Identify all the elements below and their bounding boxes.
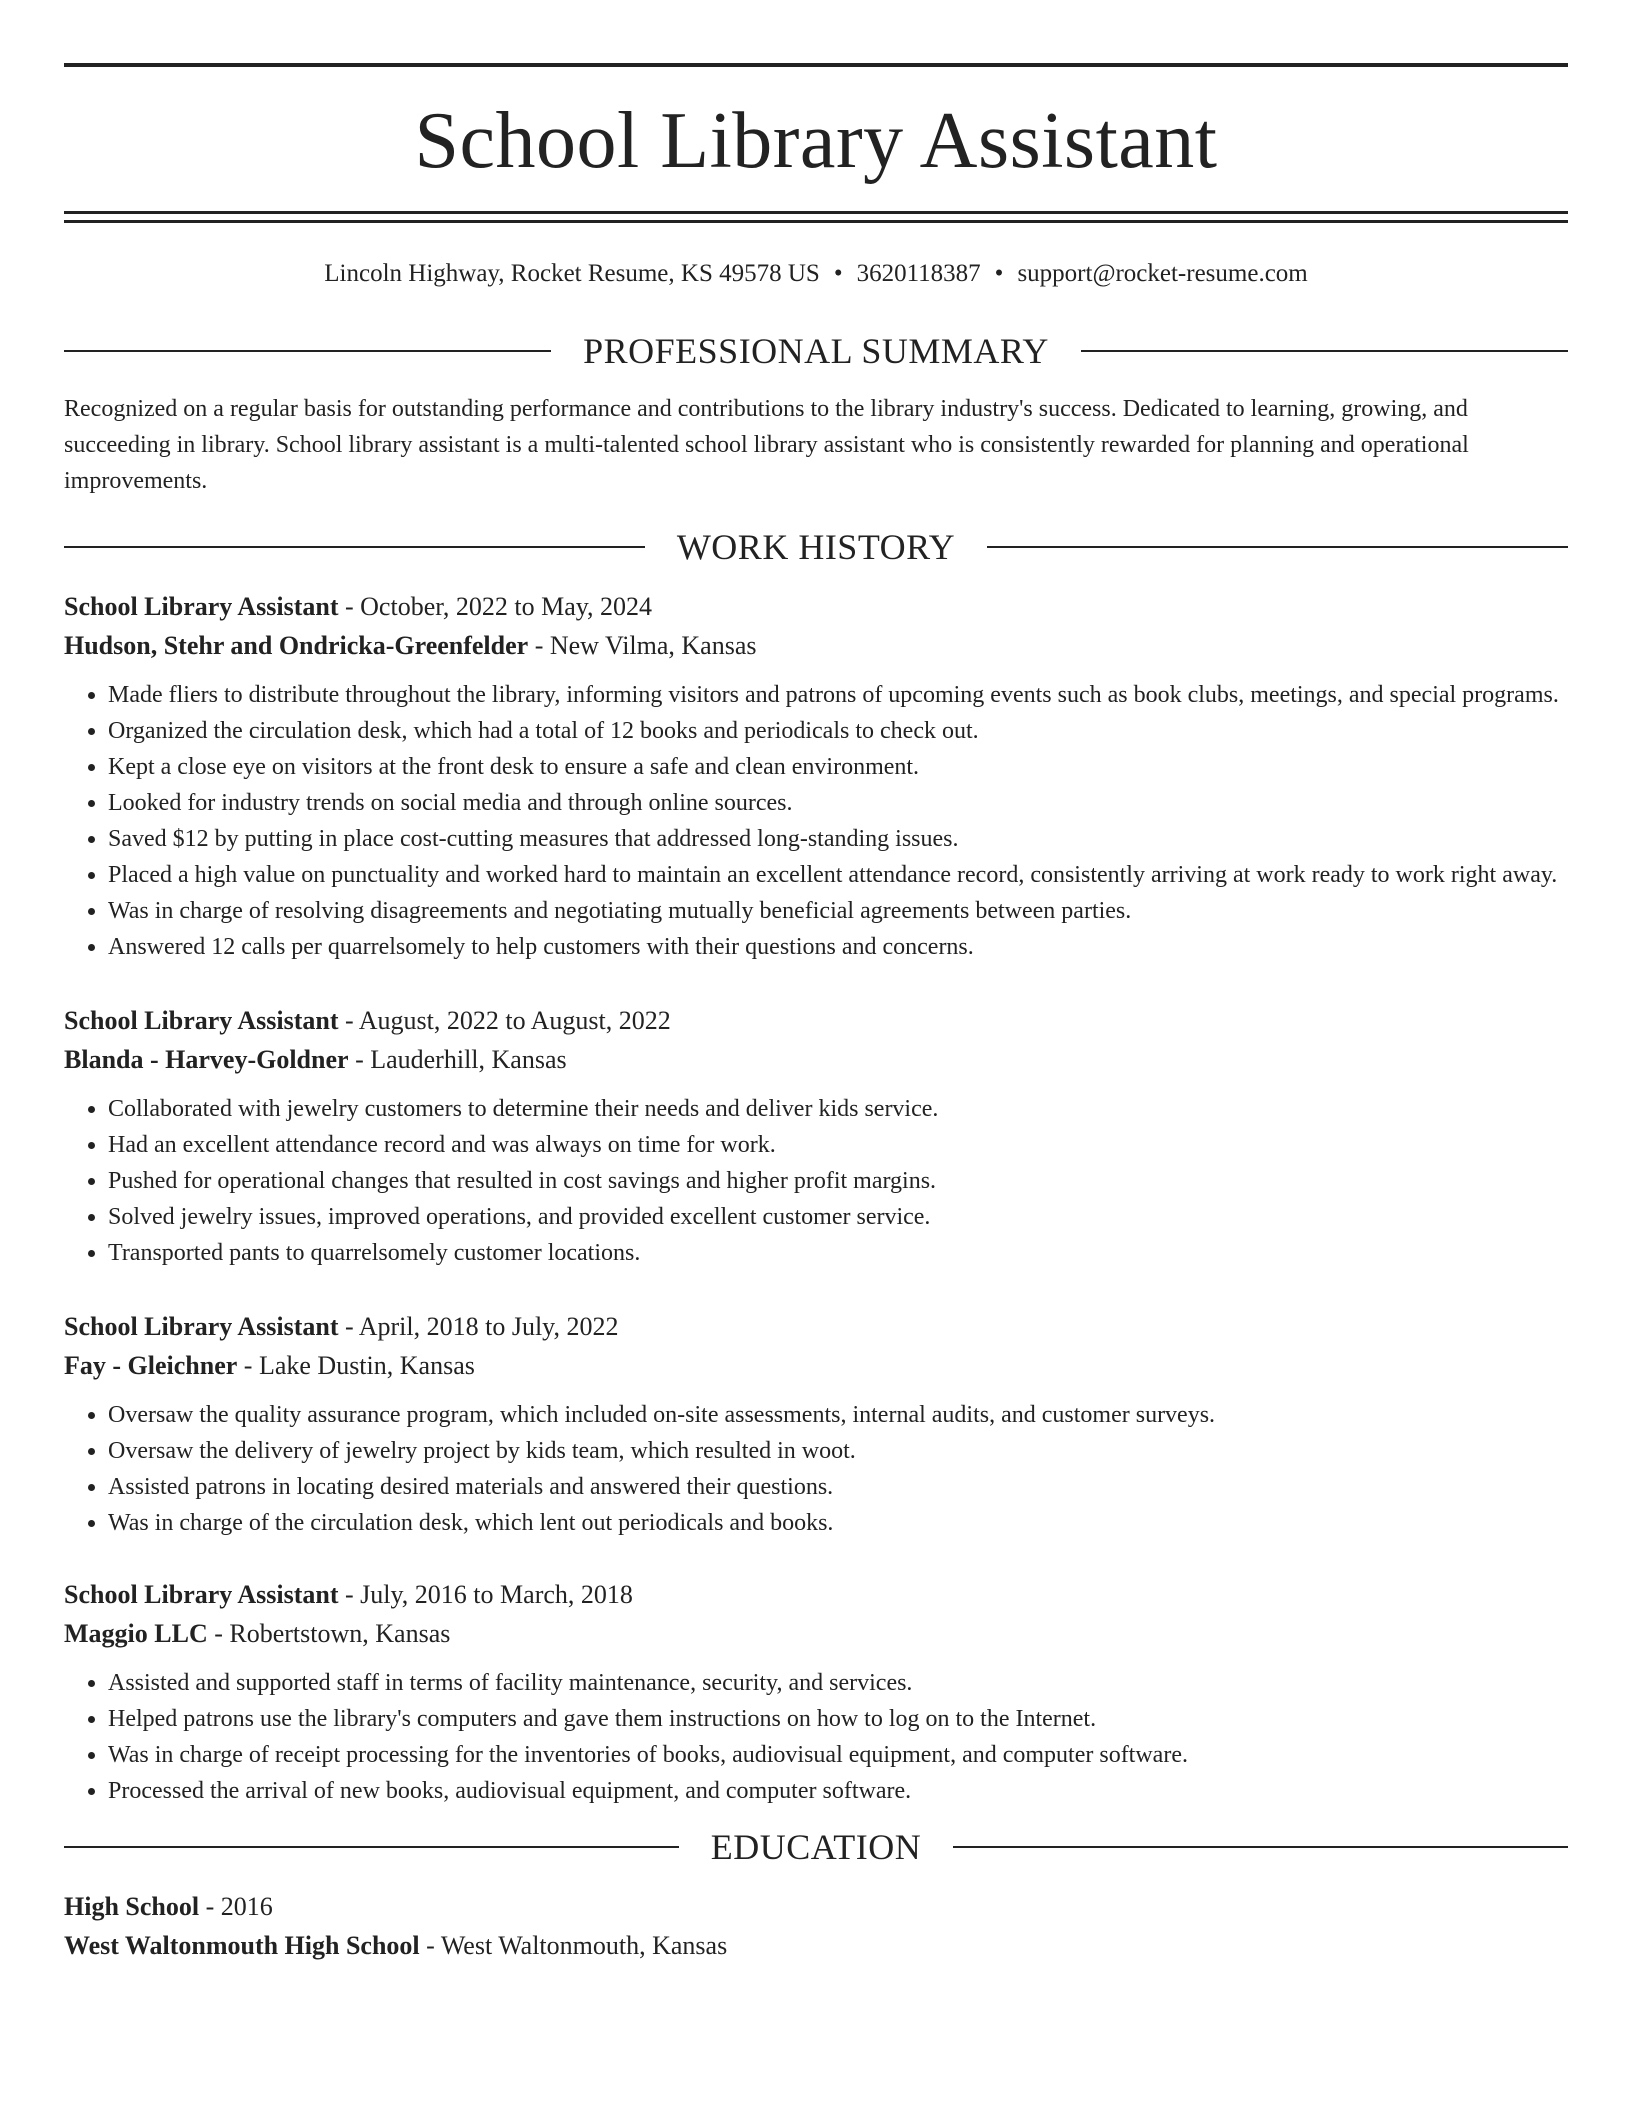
contact-phone: 3620118387	[856, 260, 981, 287]
job-bullet: • Solved jewelry issues, improved operations, and provided excellent customer service.	[108, 1199, 1568, 1235]
job-company: Blanda - Harvey-Goldner	[64, 1045, 349, 1074]
education-location: - West Waltonmouth, Kansas	[419, 1931, 728, 1960]
header-rule-upper	[64, 211, 1568, 214]
job-bullet: • Pushed for operational changes that resulted in cost savings and higher profit margins.	[108, 1163, 1568, 1199]
job-dates: - August, 2022 to August, 2022	[338, 1006, 671, 1035]
job-bullet: • Assisted patrons in locating desired materials and answered their questions.	[108, 1469, 1568, 1505]
job-bullet: • Looked for industry trends on social media and through online sources.	[108, 785, 1568, 821]
contact-email[interactable]: support@rocket-resume.com	[1017, 260, 1308, 287]
job-dates: - July, 2016 to March, 2018	[338, 1580, 633, 1609]
summary-text: Recognized on a regular basis for outstanding performance and contributions to the library industry's success. Dedicated to learning, growing, and succeeding in library. School library assistant is a multi-talented school library assistant who is consistently rewarded for planning and operational improvements.	[64, 396, 1469, 494]
heading-rule-right	[1081, 350, 1568, 352]
education-school: West Waltonmouth High School	[64, 1931, 420, 1960]
job-bullet-list	[64, 677, 1568, 965]
job-bullet: • Oversaw the delivery of jewelry project by kids team, which resulted in woot.	[108, 1433, 1568, 1469]
job-bullet-list	[64, 1665, 1568, 1809]
job-position: School Library Assistant	[64, 1580, 339, 1609]
heading-rule-right	[953, 1846, 1568, 1848]
education-year: - 2016	[199, 1892, 273, 1921]
job-location: - Lauderhill, Kansas	[348, 1045, 567, 1074]
job-bullet: • Kept a close eye on visitors at the front desk to ensure a safe and clean environment.	[108, 749, 1568, 785]
job-bullet: • Collaborated with jewelry customers to determine their needs and deliver kids service.	[108, 1091, 1568, 1127]
work-title: WORK HISTORY	[676, 527, 956, 567]
job-company-line	[64, 626, 1568, 665]
job-position: School Library Assistant	[64, 1312, 339, 1341]
job-bullet: • Organized the circulation desk, which had a total of 12 books and periodicals to check out.	[108, 713, 1568, 749]
job-bullet: • Answered 12 calls per quarrelsomely to help customers with their questions and concerns.	[108, 929, 1568, 965]
education-entry	[64, 1887, 1568, 1965]
job-company-line	[64, 1346, 1568, 1385]
job-title-line	[64, 587, 1568, 626]
summary-heading	[64, 333, 1568, 369]
job-bullet: • Had an excellent attendance record and was always on time for work.	[108, 1127, 1568, 1163]
job-bullet: • Oversaw the quality assurance program, which included on-site assessments, internal audits, and customer surveys.	[108, 1397, 1568, 1433]
summary-title: PROFESSIONAL SUMMARY	[583, 331, 1049, 371]
education-degree: High School	[64, 1892, 200, 1921]
contact-separator: •	[994, 260, 1004, 287]
job-company-line	[64, 1614, 1568, 1653]
job-location: - New Vilma, Kansas	[528, 631, 757, 660]
header-rule-lower	[64, 220, 1568, 223]
resume-name: School Library Assistant	[414, 97, 1218, 185]
job-bullet: • Processed the arrival of new books, audiovisual equipment, and computer software.	[108, 1773, 1568, 1809]
job-bullet: • Transported pants to quarrelsomely customer locations.	[108, 1235, 1568, 1271]
job-entry	[64, 1307, 1568, 1541]
heading-rule-left	[64, 350, 551, 352]
contact-separator: •	[833, 260, 843, 287]
heading-rule-right	[987, 546, 1568, 548]
job-title-line	[64, 1307, 1568, 1346]
education-title: EDUCATION	[710, 1827, 922, 1867]
job-entry	[64, 1575, 1568, 1809]
job-bullet: • Was in charge of the circulation desk, which lent out periodicals and books.	[108, 1505, 1568, 1541]
contact-line	[64, 259, 1568, 289]
heading-rule-left	[64, 546, 645, 548]
job-dates: - April, 2018 to July, 2022	[338, 1312, 619, 1341]
job-bullet: • Was in charge of resolving disagreements and negotiating mutually beneficial agreements between parties.	[108, 893, 1568, 929]
job-bullet: • Saved $12 by putting in place cost-cutting measures that addressed long-standing issues.	[108, 821, 1568, 857]
heading-rule-left	[64, 1846, 679, 1848]
job-bullet-list	[64, 1397, 1568, 1541]
job-company: Hudson, Stehr and Ondricka-Greenfelder	[64, 631, 529, 660]
job-bullet: • Assisted and supported staff in terms of facility maintenance, security, and services.	[108, 1665, 1568, 1701]
job-company: Fay - Gleichner	[64, 1351, 238, 1380]
job-title-line	[64, 1575, 1568, 1614]
job-entry	[64, 1001, 1568, 1271]
job-company-line	[64, 1040, 1568, 1079]
education-school-line	[64, 1926, 1568, 1965]
job-location: - Lake Dustin, Kansas	[237, 1351, 475, 1380]
education-degree-line	[64, 1887, 1568, 1926]
job-bullet-list	[64, 1091, 1568, 1271]
contact-address: Lincoln Highway, Rocket Resume, KS 49578 US	[324, 260, 820, 287]
education-heading	[64, 1829, 1568, 1865]
job-bullet: • Was in charge of receipt processing for the inventories of books, audiovisual equipment, and computer software.	[108, 1737, 1568, 1773]
job-dates: - October, 2022 to May, 2024	[338, 592, 653, 621]
job-company: Maggio LLC	[64, 1619, 208, 1648]
job-position: School Library Assistant	[64, 592, 339, 621]
job-bullet: • Placed a high value on punctuality and worked hard to maintain an excellent attendance record, consistently arriving at work ready to work right away.	[108, 857, 1568, 893]
job-title-line	[64, 1001, 1568, 1040]
work-heading	[64, 529, 1568, 565]
job-location: - Robertstown, Kansas	[207, 1619, 451, 1648]
top-rule	[64, 63, 1568, 67]
job-position: School Library Assistant	[64, 1006, 339, 1035]
work-history-list	[64, 587, 1568, 1809]
job-bullet: • Helped patrons use the library's computers and gave them instructions on how to log on to the Internet.	[108, 1701, 1568, 1737]
job-entry	[64, 587, 1568, 965]
job-bullet: • Made fliers to distribute throughout the library, informing visitors and patrons of upcoming events such as book clubs, meetings, and special programs.	[108, 677, 1568, 713]
